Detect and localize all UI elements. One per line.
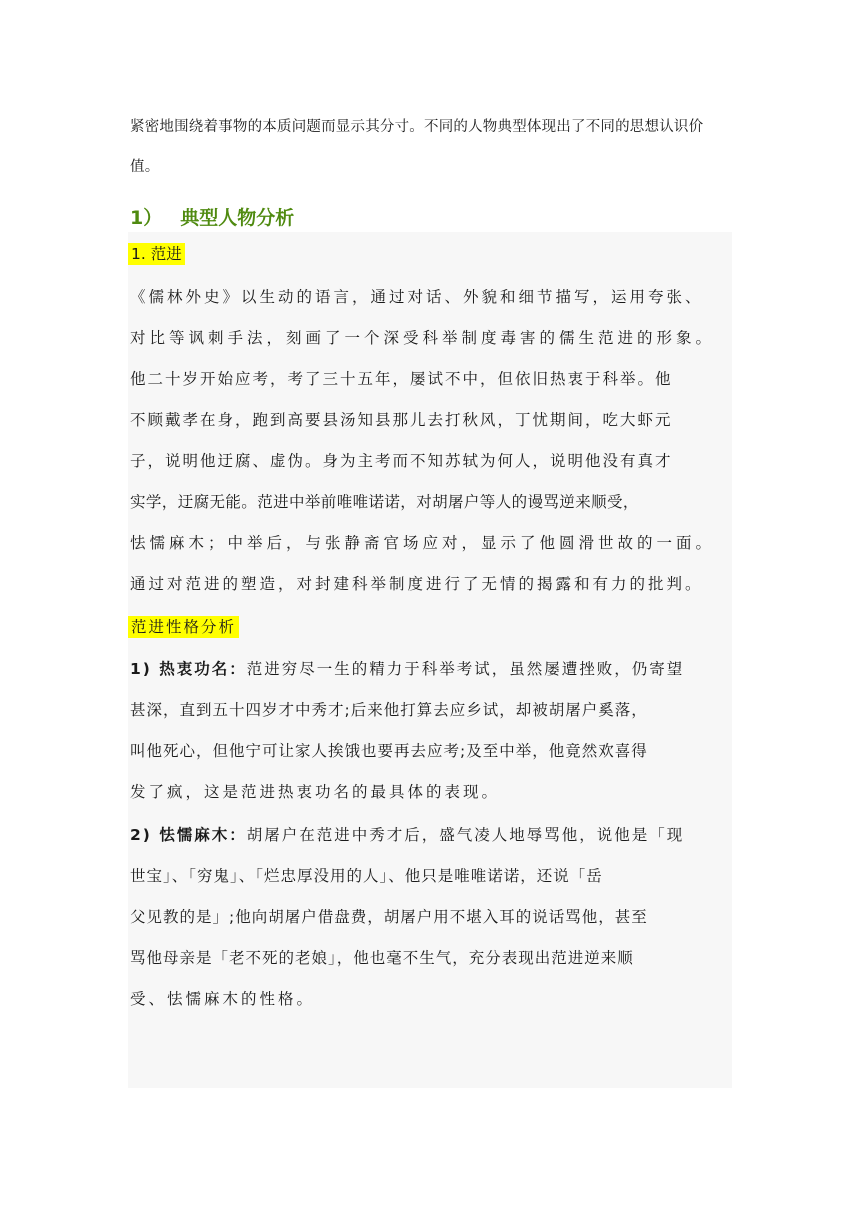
paragraph-line: 叫他死心，但他宁可让家人挨饿也要再去应考;及至中举，他竟然欢喜得 bbox=[130, 742, 648, 760]
trait-2-label: 2) 怯懦麻木： bbox=[130, 826, 247, 844]
trait-2-text: 胡屠户在范进中秀才后，盛气凌人地辱骂他，说他是「现 bbox=[246, 826, 685, 844]
intro-line-2: 值。 bbox=[130, 159, 160, 175]
paragraph-line: 父见教的是」;他向胡屠户借盘费，胡屠户用不堪入耳的说话骂他，甚至 bbox=[130, 908, 648, 926]
trait-1-label: 1) 热衷功名： bbox=[130, 660, 247, 678]
paragraph-line: 不顾戴孝在身，跑到高要县汤知县那儿去打秋风，丁忧期间，吃大虾元 bbox=[130, 411, 673, 429]
paragraph-line: 实学，迂腐无能。范进中举前唯唯诺诺，对胡屠户等人的谩骂逆来顺受， bbox=[130, 493, 639, 511]
paragraph-line: 《儒林外史》以生动的语言，通过对话、外貌和细节描写，运用夸张、 bbox=[130, 288, 704, 306]
paragraph-line: 世宝」、「穷鬼」、「烂忠厚没用的人」、他只是唯唯诺诺，还说「岳 bbox=[130, 867, 603, 885]
paragraph-line: 子，说明他迂腐、虚伪。身为主考而不知苏轼为何人，说明他没有真才 bbox=[130, 452, 673, 470]
trait-2-line-1 bbox=[130, 825, 684, 845]
section-heading-title: 典型人物分析 bbox=[180, 207, 295, 229]
subsection-title-personality bbox=[128, 617, 239, 637]
section-heading bbox=[130, 203, 294, 230]
section-heading-number: 1） bbox=[130, 207, 163, 229]
paragraph-line: 骂他母亲是「老不死的老娘」，他也毫不生气，充分表现出范进逆来顺 bbox=[130, 949, 634, 967]
subsection-title-fanjin bbox=[128, 244, 185, 264]
trait-1-text: 范进穷尽一生的精力于科举考试，虽然屡遭挫败，仍寄望 bbox=[246, 660, 685, 678]
paragraph-line: 他二十岁开始应考，考了三十五年，屡试不中，但依旧热衷于科举。他 bbox=[130, 370, 673, 388]
paragraph-line: 怯懦麻木；中举后，与张静斋官场应对，显示了他圆滑世故的一面。 bbox=[130, 534, 716, 552]
intro-line-1: 紧密地围绕着事物的本质问题而显示其分寸。不同的人物典型体现出了不同的思想认识价 bbox=[130, 119, 704, 135]
paragraph-line: 发了疯，这是范进热衷功名的最具体的表现。 bbox=[130, 783, 501, 801]
trait-1-line-1 bbox=[130, 659, 684, 679]
paragraph-line: 通过对范进的塑造，对封建科举制度进行了无情的揭露和有力的批判。 bbox=[130, 575, 704, 593]
paragraph-line: 受、怯懦麻木的性格。 bbox=[130, 990, 316, 1008]
paragraph-line: 甚深，直到五十四岁才中秀才;后来他打算去应乡试，却被胡屠户奚落， bbox=[130, 701, 648, 719]
subsection-title-fanjin-text: 1. 范进 bbox=[128, 243, 185, 265]
paragraph-line: 对比等讽刺手法，刻画了一个深受科举制度毒害的儒生范进的形象。 bbox=[130, 329, 716, 347]
subsection-title-personality-text: 范进性格分析 bbox=[128, 616, 239, 638]
